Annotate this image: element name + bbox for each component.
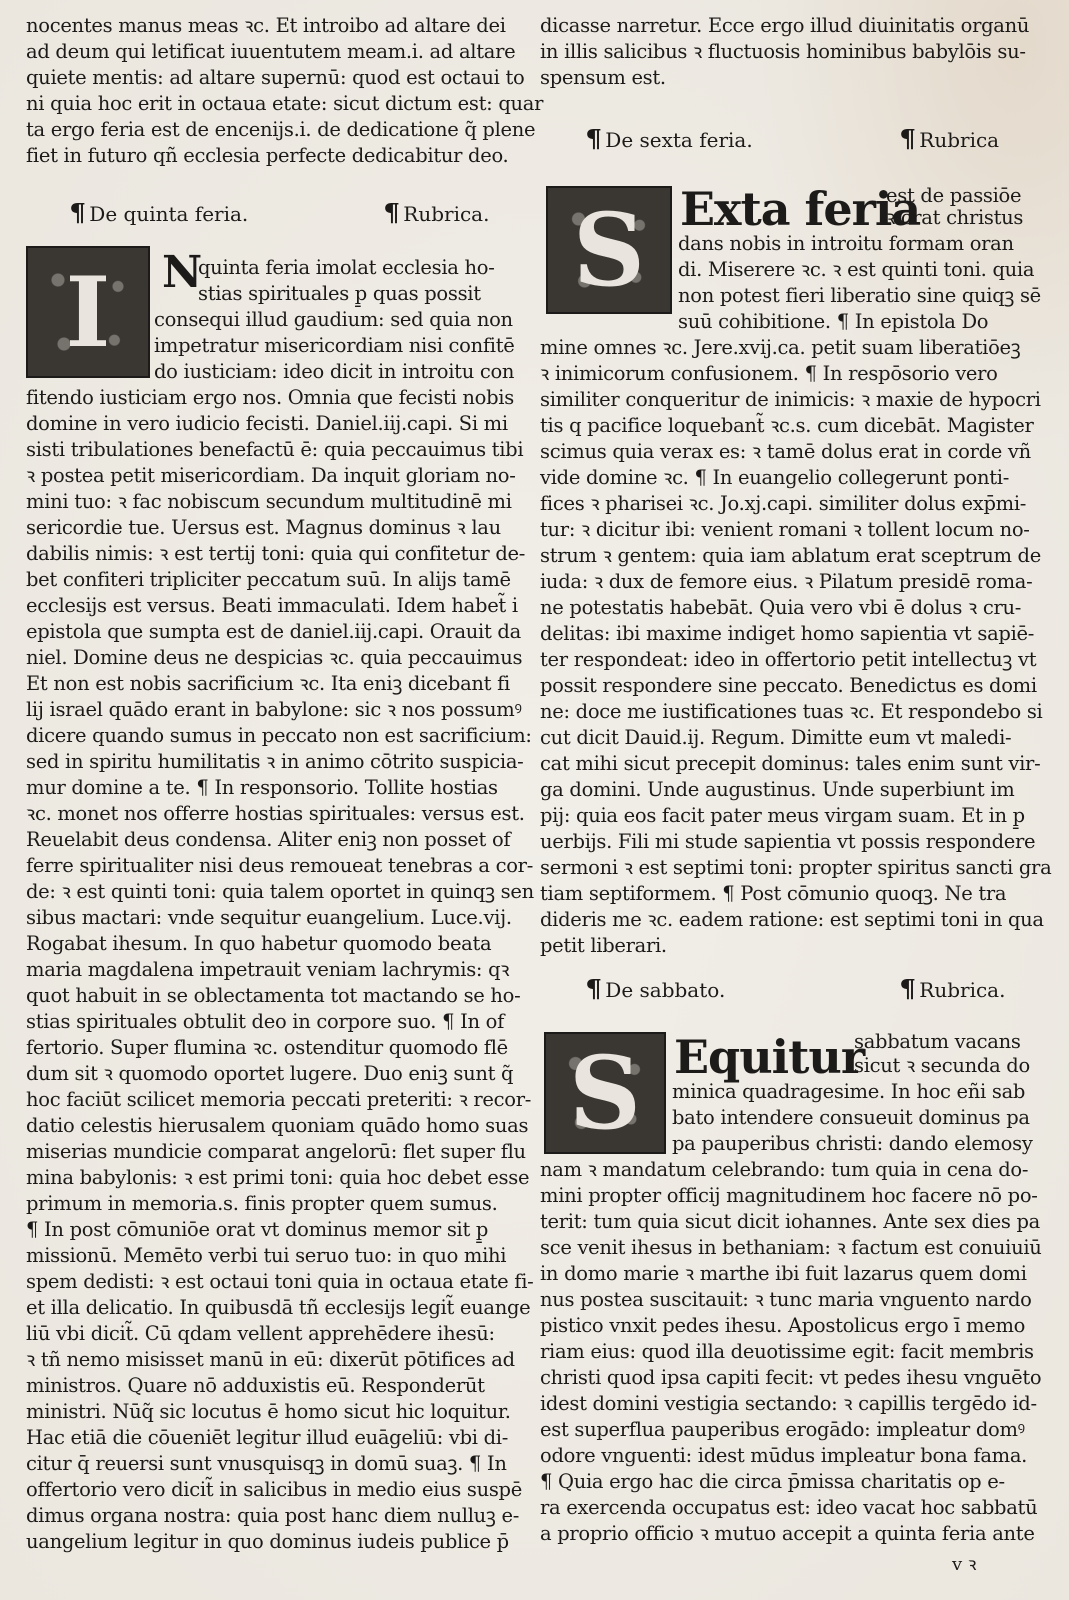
paragraph-mark-icon: ¶ [899, 974, 917, 1003]
display-word: Exta feria [680, 182, 921, 236]
text-line: domine in vero iudicio fecisti. Daniel.iij.capi. Si mi [26, 412, 508, 435]
display-initial-small: N [162, 247, 202, 298]
paragraph-mark-icon: ¶ [585, 124, 603, 153]
display-word: Equitur [674, 1030, 865, 1084]
text-line: Hac etiā die cōueniēt legitur illud euāgeliū: vbi di- [26, 1426, 509, 1449]
text-line: et illa delicatio. In quibusdā tñ ecclesijs legit̃ euange [26, 1296, 531, 1319]
text-line: est superflua pauperibus erogādo: impleatur domꝰ [540, 1418, 1025, 1441]
text-line: offertorio vero dicit̃ in salicibus in medio eius suspē [26, 1478, 522, 1501]
paragraph-mark-icon: ¶ [69, 198, 87, 227]
text-line: scimus quia verax es: ꝛ tamē dolus erat in corde vñ [540, 440, 1031, 463]
text-line: fices ꝛ pharisei ꝛc. Jo.xj.capi. similiter dolus exp̄mi- [540, 492, 1027, 515]
text-line: sericordie tue. Uersus est. Magnus dominus ꝛ lau [26, 516, 501, 539]
paragraph-mark-icon: ¶ [899, 124, 917, 153]
text-line: sed in spiritu humilitatis ꝛ in animo cōtrito suspicia- [26, 750, 524, 773]
text-line: spensum est. [540, 66, 666, 89]
paragraph-mark-icon: ¶ [383, 198, 401, 227]
text-line: uerbijs. Fili mi stude sapientia vt possis respondere [540, 830, 1036, 853]
section-title: De quinta feria. [89, 202, 249, 226]
section-heading-quinta-feria [70, 200, 248, 227]
text-line: Reuelabit deus condensa. Aliter eniꝫ non posset of [26, 828, 511, 851]
text-line: in domo marie ꝛ marthe ibi fuit lazarus quem domi [540, 1262, 1027, 1285]
text-line: lij israel quādo erant in babylone: sic ꝛ nos possumꝰ [26, 698, 522, 721]
woodcut-initial-letter: S [544, 1032, 666, 1154]
text-line: odore vnguenti: idest mūdus impleatur bona fama. [540, 1444, 1028, 1467]
text-line: epistola que sumpta est de daniel.iij.capi. Orauit da [26, 620, 521, 643]
text-line: ministri. Nūq̃ sic locutus ē homo sicut hic loquitur. [26, 1400, 511, 1423]
text-line: liū vbi dicit̃. Cū qdam vellent apprehēdere ihesū: [26, 1322, 495, 1345]
text-line: mine omnes ꝛc. Jere.xvij.ca. petit suam liberatiōeꝫ [540, 336, 1021, 359]
text-line: spem dedisti: ꝛ est octaui toni quia in octaua etate fi- [26, 1270, 534, 1293]
text-line: mina babylonis: ꝛ est primi toni: quia hoc debet esse [26, 1166, 530, 1189]
text-line: est de passiōe [886, 184, 1022, 207]
text-line: pistico vnxit pedes ihesu. Apostolicus ergo ī memo [540, 1314, 1026, 1337]
text-line: citur q̄ reuersi sunt vnusquisqꝫ in domū suaꝫ. ¶ In [26, 1452, 507, 1475]
text-line: tur: ꝛ dicitur ibi: venient romani ꝛ tollent locum no- [540, 518, 1030, 541]
text-line: bet confiteri tripliciter peccatum suū. In alijs tamē [26, 568, 511, 591]
text-line: stias spirituales obtulit deo in corpore suo. ¶ In of [26, 1010, 505, 1033]
section-heading-sexta-feria [586, 126, 753, 153]
rubric-heading [384, 200, 489, 227]
text-line: fiet in futuro qñ ecclesia perfecte dedicabitur deo. [26, 144, 509, 167]
text-line: strum ꝛ gentem: quia iam ablatum erat sceptrum de [540, 544, 1041, 567]
text-line: ferre spiritualiter nisi deus remoueat tenebras a cor- [26, 854, 533, 877]
text-line: dicere quando sumus in peccato non est sacrificium: [26, 724, 532, 747]
rubric-heading [900, 126, 999, 153]
text-line: terit: tum quia sicut dicit iohannes. Ante sex dies pa [540, 1210, 1040, 1233]
text-line: dum sit ꝛ quomodo oportet lugere. Duo eniꝫ sunt q̃ [26, 1062, 514, 1085]
text-line: possit respondere sine peccato. Benedictus es domi [540, 674, 1037, 697]
text-line: ne: doce me iustificationes tuas ꝛc. Et respondebo si [540, 700, 1043, 723]
text-line: nam ꝛ mandatum celebrando: tum quia in cena do- [540, 1158, 1029, 1181]
text-line: de: ꝛ est quinti toni: quia talem oportet in quinqꝫ sen [26, 880, 534, 903]
text-line: ꝛ orat christus [886, 206, 1024, 229]
text-line: sabbatum vacans [854, 1030, 1021, 1053]
text-line: sermoni ꝛ est septimi toni: propter spiritus sancti gra [540, 856, 1052, 879]
text-line: ministros. Quare nō adduxistis eū. Responderūt [26, 1374, 485, 1397]
text-line: ¶ In post cōmuniōe orat vt dominus memor sit p̱ [26, 1218, 489, 1241]
text-line: vide domine ꝛc. ¶ In euangelio collegerunt ponti- [540, 466, 1009, 489]
text-line: pa pauperibus christi: dando elemosy [672, 1132, 1033, 1155]
rubric-label: Rubrica. [919, 978, 1006, 1002]
text-line: maria magdalena impetrauit veniam lachrymis: qꝛ [26, 958, 510, 981]
paragraph-mark-icon: ¶ [585, 974, 603, 1003]
text-line: iuda: ꝛ dux de femore eius. ꝛ Pilatum presidē roma- [540, 570, 1033, 593]
text-line: Et non est nobis sacrificium ꝛc. Ita eniꝫ dicebant fi [26, 672, 510, 695]
section-title: De sabbato. [605, 978, 726, 1002]
text-line: ꝛ tñ nemo misisset manū in eū: dixerūt pōtifices ad [26, 1348, 515, 1371]
text-line: cat mihi sicut precepit dominus: tales enim sunt vir- [540, 752, 1041, 775]
text-line: dicasse narretur. Ecce ergo illud diuinitatis organū [540, 14, 1030, 37]
text-line: mini propter officij magnitudinem hoc facere nō po- [540, 1184, 1038, 1207]
text-line: ꝛ postea petit misericordiam. Da inquit gloriam no- [26, 464, 516, 487]
text-line: bato intendere consueuit dominus pa [672, 1106, 1030, 1129]
text-line: mur domine a te. ¶ In responsorio. Tollite hostias [26, 776, 498, 799]
text-line: hoc faciūt scilicet memoria peccati preteriti: ꝛ recor- [26, 1088, 532, 1111]
text-line: consequi illud gaudium: sed quia non [154, 308, 513, 331]
rubric-heading [900, 976, 1005, 1003]
text-line: missionū. Memēto verbi tui seruo tuo: in quo mihi [26, 1244, 507, 1267]
rubric-label: Rubrica [919, 128, 1000, 152]
text-line: impetratur misericordiam nisi confitē [154, 334, 515, 357]
text-line: riam eius: quod illa deuotissime egit: facit membris [540, 1340, 1034, 1363]
text-line: nus postea suscitauit: ꝛ tunc maria vnguento nardo [540, 1288, 1032, 1311]
woodcut-initial-letter: S [546, 186, 672, 314]
text-line: a proprio officio ꝛ mutuo accepit a quinta feria ante [540, 1522, 1035, 1545]
text-line: do iusticiam: ideo dicit in introitu con [154, 360, 515, 383]
text-line: di. Miserere ꝛc. ꝛ est quinti toni. quia [678, 258, 1035, 281]
text-line: tiam septiformem. ¶ Post cōmunio quoqꝫ. Ne tra [540, 882, 1007, 905]
text-line: christi quod ipsa capiti fecit: vt pedes ihesu vnguēto [540, 1366, 1042, 1389]
text-line: dideris me ꝛc. eadem ratione: est septimi toni in qua [540, 908, 1044, 931]
text-line: ter respondeat: ideo in offertorio petit intellectuꝫ vt [540, 648, 1037, 671]
signature-mark: v ꝛ [952, 1554, 977, 1575]
text-line: pij: quia eos facit pater meus virgam suam. Et in p̱ [540, 804, 1025, 827]
text-line: ni quia hoc erit in octaua etate: sicut dictum est: quar [26, 92, 544, 115]
text-line: quiete mentis: ad altare supernū: quod est octaui to [26, 66, 525, 89]
text-line: sibus mactari: vnde sequitur euangelium. Luce.vij. [26, 906, 512, 929]
text-line: quot habuit in se oblectamenta tot mactando se ho- [26, 984, 521, 1007]
text-line: sisti tribulationes benefactū ē: quia peccauimus tibi [26, 438, 524, 461]
text-line: sce venit ihesus in bethaniam: ꝛ factum est conuiuiū [540, 1236, 1042, 1259]
rubric-label: Rubrica. [403, 202, 490, 226]
text-line: miserias mundicie comparat angelorū: flet super flu [26, 1140, 526, 1163]
section-title: De sexta feria. [605, 128, 753, 152]
text-line: datio celestis hierusalem quoniam quādo homo suas [26, 1114, 529, 1137]
text-line: ta ergo feria est de encenijs.i. de dedicatione q̃ plene [26, 118, 536, 141]
text-line: stias spirituales p̱ quas possit [198, 282, 481, 305]
section-heading-sabbato [586, 976, 725, 1003]
text-line: idest domini vestigia sectando: ꝛ capillis tergēdo id- [540, 1392, 1037, 1415]
text-line: ra exercenda occupatus est: ideo vacat hoc sabbatū [540, 1496, 1038, 1519]
text-line: ne potestatis habebāt. Quia vero vbi ē dolus ꝛ cru- [540, 596, 1022, 619]
text-line: sicut ꝛ secunda do [854, 1054, 1030, 1077]
text-line: ecclesijs est versus. Beati immaculati. Idem habet̃ i [26, 594, 518, 617]
text-line: nocentes manus meas ꝛc. Et introibo ad altare dei [26, 14, 506, 37]
text-line: cut dicit Dauid.ij. Regum. Dimitte eum vt maledi- [540, 726, 1012, 749]
text-line: fertorio. Super flumina ꝛc. ostenditur quomodo flē [26, 1036, 508, 1059]
text-line: ad deum qui letificat iuuentutem meam.i. ad altare [26, 40, 516, 63]
text-line: ꝛc. monet nos offerre hostias spirituales: versus est. [26, 802, 525, 825]
text-line: petit liberari. [540, 934, 667, 957]
text-line: similiter conqueritur de inimicis: ꝛ maxie de hypocri [540, 388, 1041, 411]
text-line: non potest fieri liberatio sine quiqꝫ sē [678, 284, 1041, 307]
text-line: tis q pacifice loquebant̃ ꝛc.s. cum dicebāt. Magister [540, 414, 1034, 437]
text-line: dans nobis in introitu formam oran [678, 232, 1014, 255]
text-line: dabilis nimis: ꝛ est tertij toni: quia qui confitetur de- [26, 542, 526, 565]
text-line: in illis salicibus ꝛ fluctuosis hominibus babylōis su- [540, 40, 1026, 63]
text-line: niel. Domine deus ne despicias ꝛc. quia peccauimus [26, 646, 523, 669]
text-line: ga domini. Unde augustinus. Unde superbiunt im [540, 778, 1015, 801]
text-line: Rogabat ihesum. In quo habetur quomodo beata [26, 932, 492, 955]
text-line: minica quadragesime. In hoc eñi sab [672, 1080, 1026, 1103]
text-line: ꝛ inimicorum confusionem. ¶ In respōsorio vero [540, 362, 998, 385]
text-line: uangelium legitur in quo dominus iudeis publice p̄ [26, 1530, 509, 1553]
text-line: primum in memoria.s. finis propter quem sumus. [26, 1192, 498, 1215]
text-line: mini tuo: ꝛ fac nobiscum secundum multitudinē mi [26, 490, 512, 513]
text-line: delitas: ibi maxime indiget homo sapientia vt sapiē- [540, 622, 1035, 645]
woodcut-initial-letter: I [26, 246, 150, 378]
text-line: ¶ Quia ergo hac die circa p̄missa charitatis op e- [540, 1470, 1005, 1493]
text-line: quinta feria imolat ecclesia ho- [198, 256, 495, 279]
text-line: dimus organa nostra: quia post hanc diem nulluꝫ e- [26, 1504, 520, 1527]
text-line: fitendo iusticiam ergo nos. Omnia que fecisti nobis [26, 386, 514, 409]
text-line: suū cohibitione. ¶ In epistola Do [678, 310, 989, 333]
